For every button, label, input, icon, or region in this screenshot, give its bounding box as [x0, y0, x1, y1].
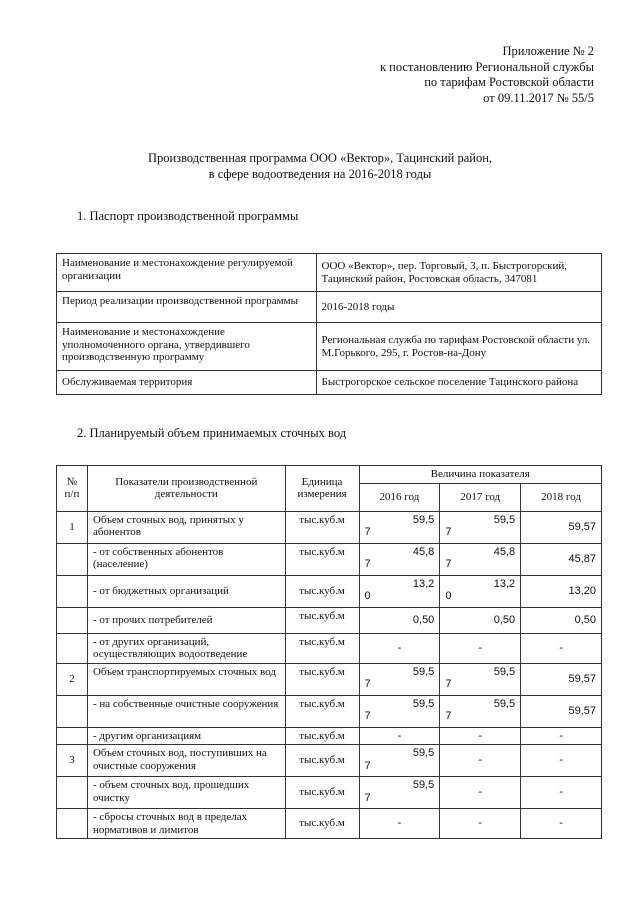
value-2018: - — [521, 777, 602, 809]
value-2018: - — [521, 633, 602, 663]
header-value-group: Величина показателя — [359, 466, 602, 484]
value-2017: - — [440, 777, 521, 809]
table-row — [57, 607, 602, 633]
table-row — [57, 511, 602, 543]
table-row — [57, 663, 602, 695]
passport-value: ООО «Вектор», пер. Торговый, 3, п. Быстрогорский, Тацинский район, Ростовская область, 347081 — [316, 254, 601, 292]
value-2017: 13,2 0 — [440, 575, 521, 607]
value-2018: 45,87 — [521, 543, 602, 575]
row-num: 1 — [57, 511, 88, 543]
row-unit: тыс.куб.м — [285, 511, 359, 543]
table-row — [57, 777, 602, 809]
appendix-line-2: к постановлению Региональной службы — [379, 59, 594, 74]
header-2017: 2017 год — [440, 483, 521, 511]
table-row — [57, 695, 602, 727]
table-row — [57, 292, 602, 323]
row-num — [57, 777, 88, 809]
appendix-block — [380, 44, 594, 106]
passport-value: Региональная служба по тарифам Ростовской области ул. М.Горького, 295, г. Ростов-на-Дону — [316, 323, 601, 371]
table-row — [57, 575, 602, 607]
value-2017: - — [440, 745, 521, 777]
row-num: 2 — [57, 663, 88, 695]
table-row — [57, 543, 602, 575]
passport-table — [56, 253, 602, 395]
header-2016: 2016 год — [359, 483, 440, 511]
appendix-line-4: от 09.11.2017 № 55/5 — [483, 90, 594, 105]
value-2017: 59,5 7 — [440, 695, 521, 727]
table-row — [57, 727, 602, 745]
row-unit: тыс.куб.м — [285, 809, 359, 839]
appendix-line-1: Приложение № 2 — [502, 44, 594, 58]
passport-label: Наименование и местонахождение уполномоченного органа, утвердившего производственную программу — [57, 323, 317, 371]
header-num: № п/п — [57, 466, 88, 512]
row-indicator: - сбросы сточных вод в пределах нормативов и лимитов — [87, 809, 285, 839]
value-2017: 0,50 — [440, 607, 521, 633]
passport-label: Обслуживаемая территория — [57, 371, 317, 395]
value-2017: 59,5 7 — [440, 663, 521, 695]
value-2017: 45,8 7 — [440, 543, 521, 575]
value-2016: 45,8 7 — [359, 543, 440, 575]
row-num — [57, 543, 88, 575]
value-2017: - — [440, 633, 521, 663]
row-indicator: Объем сточных вод, поступивших на очистные сооружения — [87, 745, 285, 777]
value-2018: 0,50 — [521, 607, 602, 633]
value-2016: 59,5 7 — [359, 745, 440, 777]
table-row — [57, 254, 602, 292]
value-2017: 59,5 7 — [440, 511, 521, 543]
row-num — [57, 727, 88, 745]
row-num — [57, 695, 88, 727]
row-num — [57, 809, 88, 839]
row-num — [57, 575, 88, 607]
row-indicator: - на собственные очистные сооружения — [87, 695, 285, 727]
section2-heading: 2. Планируемый объем принимаемых сточных вод — [77, 426, 347, 440]
row-num — [57, 607, 88, 633]
value-2016: - — [359, 633, 440, 663]
value-2016: 13,2 0 — [359, 575, 440, 607]
table-row — [57, 633, 602, 663]
value-2016: 59,5 7 — [359, 511, 440, 543]
row-num — [57, 633, 88, 663]
value-2016: 0,50 — [359, 607, 440, 633]
row-unit: тыс.куб.м — [285, 727, 359, 745]
row-unit: тыс.куб.м — [285, 633, 359, 663]
row-indicator: Объем транспортируемых сточных вод — [87, 663, 285, 695]
value-2018: 59,57 — [521, 695, 602, 727]
value-2018: 13,20 — [521, 575, 602, 607]
row-indicator: - от бюджетных организаций — [87, 575, 285, 607]
header-indicator: Показатели производственной деятельности — [87, 466, 285, 512]
title-line-1: Производственная программа ООО «Вектор», Тацинский район, — [147, 151, 493, 165]
row-indicator: - от прочих потребителей — [87, 607, 285, 633]
row-unit: тыс.куб.м — [285, 575, 359, 607]
section1-heading: 1. Паспорт производственной программы — [77, 209, 299, 223]
passport-value: Быстрогорское сельское поселение Тацинского района — [316, 371, 601, 395]
row-unit: тыс.куб.м — [285, 607, 359, 633]
value-2018: 59,57 — [521, 663, 602, 695]
row-unit: тыс.куб.м — [285, 543, 359, 575]
header-unit: Единица измерения — [285, 466, 359, 512]
row-indicator: - от других организаций, осуществляющих водоотведение — [87, 633, 285, 663]
value-2016: - — [359, 809, 440, 839]
passport-label: Период реализации производственной программы — [57, 292, 317, 323]
passport-value: 2016-2018 годы — [316, 292, 601, 323]
row-unit: тыс.куб.м — [285, 777, 359, 809]
row-indicator: - другим организациям — [87, 727, 285, 745]
value-2018: - — [521, 727, 602, 745]
volume-table — [56, 465, 602, 839]
value-2017: - — [440, 809, 521, 839]
value-2016: - — [359, 727, 440, 745]
value-2018: - — [521, 809, 602, 839]
row-num: 3 — [57, 745, 88, 777]
passport-label: Наименование и местонахождение регулируемой организации — [57, 254, 317, 292]
table-row — [57, 745, 602, 777]
value-2016: 59,5 7 — [359, 695, 440, 727]
value-2018: 59,57 — [521, 511, 602, 543]
title-line-2: в сфере водоотведения на 2016-2018 годы — [208, 166, 432, 181]
row-indicator: - от собственных абонентов (население) — [87, 543, 285, 575]
row-indicator: - объем сточных вод, прошедших очистку — [87, 777, 285, 809]
table-row — [57, 371, 602, 395]
appendix-line-3: по тарифам Ростовской области — [424, 75, 594, 89]
document-title — [0, 151, 640, 182]
row-unit: тыс.куб.м — [285, 745, 359, 777]
header-2018: 2018 год — [521, 483, 602, 511]
row-unit: тыс.куб.м — [285, 663, 359, 695]
table-row — [57, 323, 602, 371]
value-2018: - — [521, 745, 602, 777]
row-unit: тыс.куб.м — [285, 695, 359, 727]
value-2016: 59,5 7 — [359, 777, 440, 809]
row-indicator: Объем сточных вод, принятых у абонентов — [87, 511, 285, 543]
table-row — [57, 809, 602, 839]
value-2017: - — [440, 727, 521, 745]
value-2016: 59,5 7 — [359, 663, 440, 695]
